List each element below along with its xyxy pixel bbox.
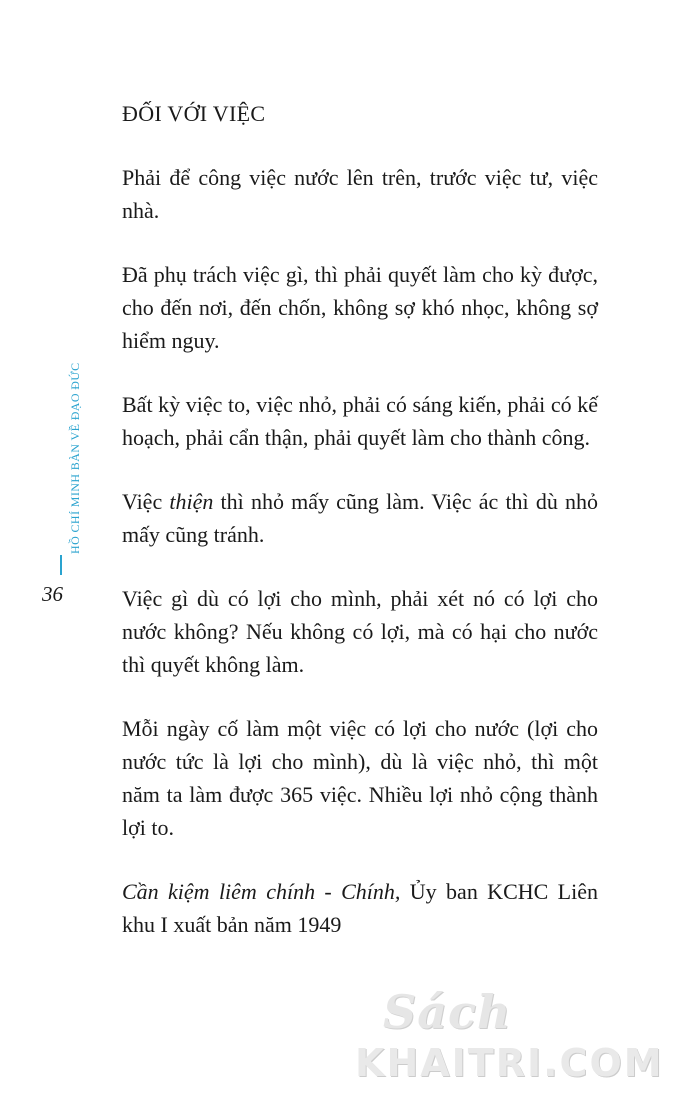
paragraph-3: Bất kỳ việc to, việc nhỏ, phải có sáng kiến, phải có kế hoạch, phải cẩn thận, phải quyết làm cho thành công. <box>122 392 598 450</box>
source-publisher: Ủy ban KCHC Liên khu I xuất bản năm 1949 <box>122 879 598 937</box>
paragraph-5: Việc gì dù có lợi cho mình, phải xét nó có lợi cho nước không? Nếu không có lợi, mà có hại cho nước thì quyết không làm. <box>122 586 598 677</box>
page-content <box>122 97 598 972</box>
paragraph-1: Phải để công việc nước lên trên, trước việc tư, việc nhà. <box>122 165 598 223</box>
source-citation <box>122 875 598 941</box>
paragraph-4 <box>122 485 598 551</box>
book-title-vertical: HỒ CHÍ MINH BÀN VỀ ĐẠO ĐỨC <box>68 362 82 554</box>
paragraph-2: Đã phụ trách việc gì, thì phải quyết làm cho kỳ được, cho đến nơi, đến chốn, không sợ khó nhọc, không sợ hiểm nguy. <box>122 262 598 353</box>
source-title: Cần kiệm liêm chính - Chính, <box>122 879 401 904</box>
side-divider <box>60 555 62 575</box>
paragraph-4-start: Việc <box>122 489 170 514</box>
paragraph-4-italic-word: thiện <box>169 489 214 514</box>
watermark-logo <box>355 985 685 1095</box>
paragraph-4-rest: thì nhỏ mấy cũng làm. Việc ác thì dù nhỏ mấy cũng tránh. <box>122 489 599 547</box>
watermark-script-text: Sách <box>383 985 512 1039</box>
paragraph-6: Mỗi ngày cố làm một việc có lợi cho nước (lợi cho nước tức là lợi cho mình), dù là việc nhỏ, thì một năm ta làm được 365 việc. Nhiều lợi nhỏ cộng thành lợi to. <box>122 716 598 840</box>
section-heading: ĐỐI VỚI VIỆC <box>122 101 266 126</box>
page-number: 36 <box>42 582 63 606</box>
watermark-brand-text: KHAITRI.COM <box>355 1041 664 1085</box>
